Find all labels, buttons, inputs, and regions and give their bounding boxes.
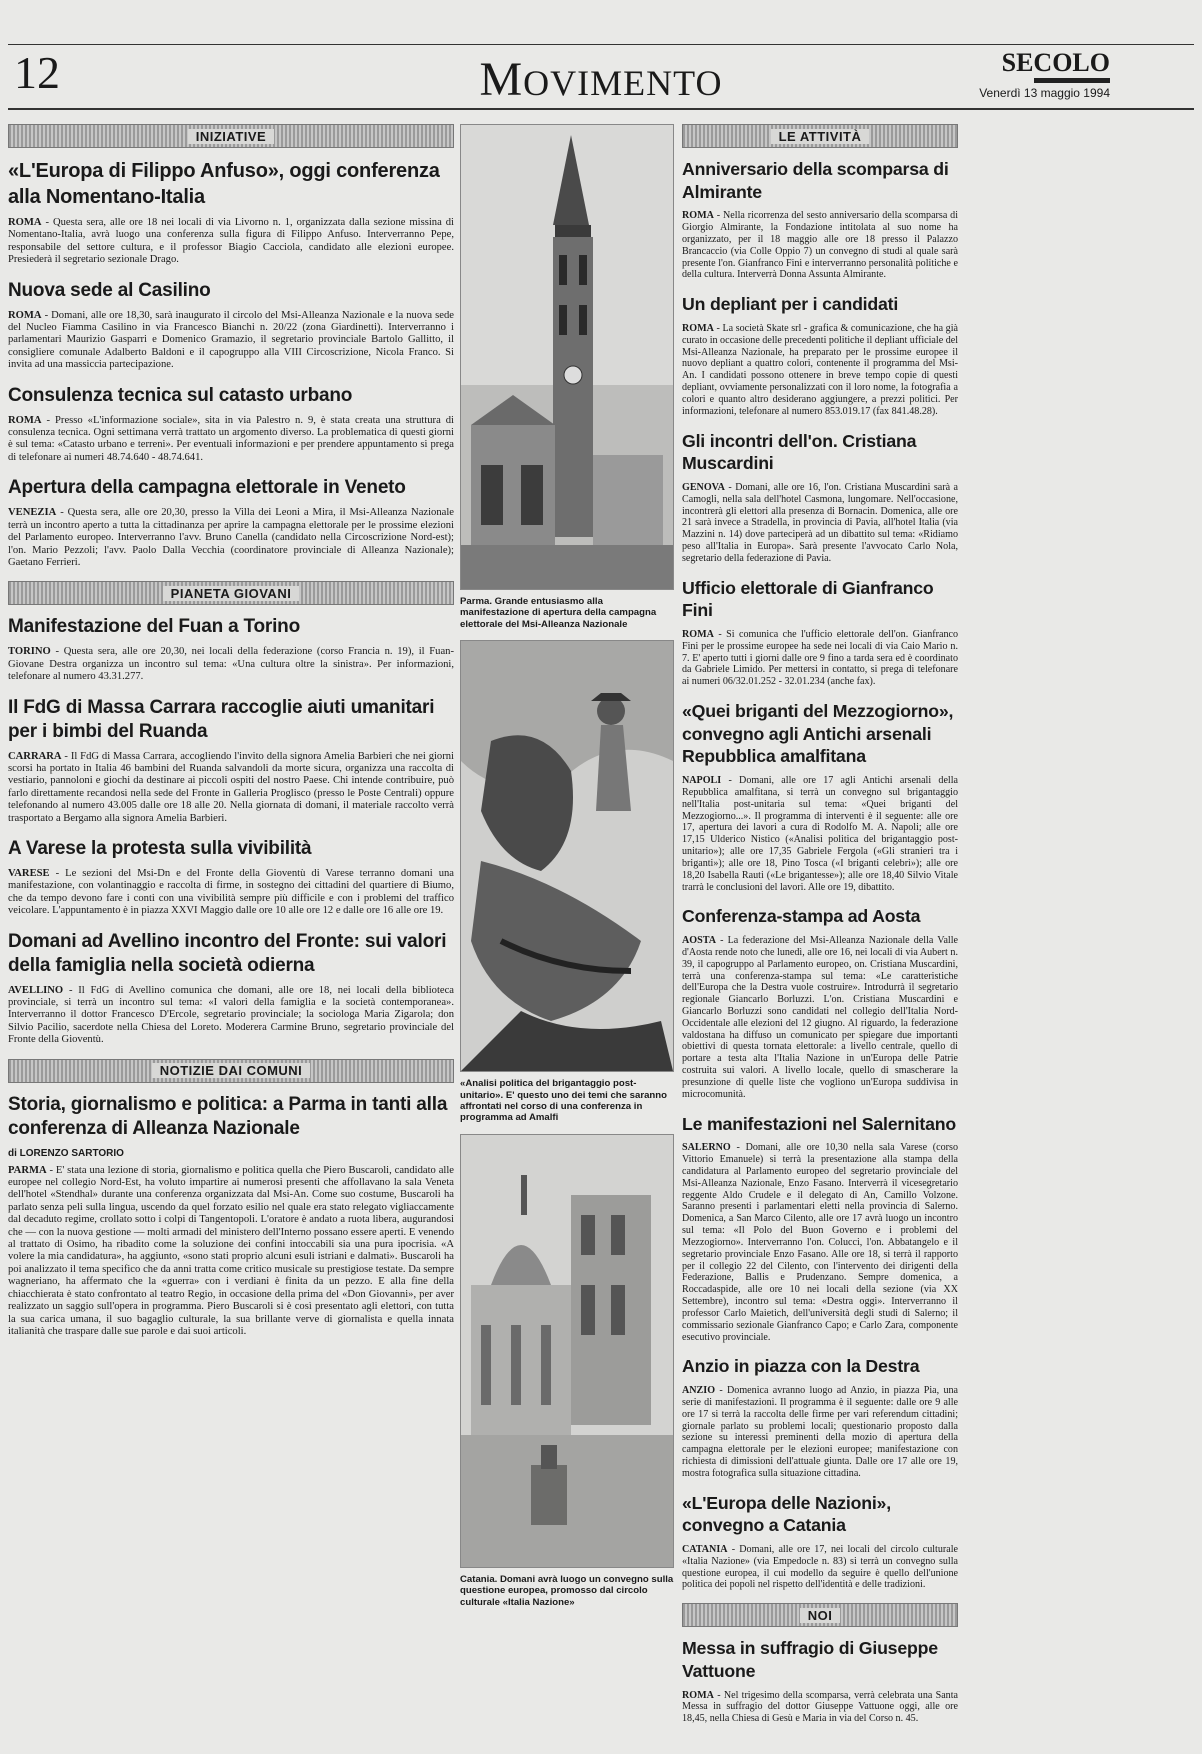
article-place: CARRARA	[8, 750, 62, 762]
article-place: NAPOLI	[682, 775, 722, 787]
page-number: 12	[14, 47, 60, 98]
section-title-cap: M	[479, 53, 524, 106]
article-place: AVELLINO	[8, 984, 64, 996]
article-title: «L'Europa di Filippo Anfuso», oggi conferenza alla Nomentano-Italia	[8, 160, 440, 208]
article	[8, 476, 454, 569]
article-body	[682, 482, 958, 565]
photo-caption: Parma. Grande entusiasmo alla manifestazione di apertura della campagna elettorale del Msi-Alleanza Nazionale	[460, 596, 657, 630]
article-place: ANZIO	[682, 1385, 716, 1397]
article-title: Consulenza tecnica sul catasto urbano	[8, 384, 353, 406]
article-body	[8, 507, 454, 569]
article	[682, 430, 958, 565]
article-title: Messa in suffragio di Giuseppe Vattuone	[682, 1638, 938, 1681]
article-text: - Si comunica che l'ufficio elettorale dell'on. Gianfranco Fini per le prossime europee ha sede nei locali di via Caio Mario n. 7. E' aperto tutti i giorni dalle ore 9 fino a tarda sera ed è coordinato da Gabriele Limido. Per mettersi in contatto, si prega di telefonare ai numeri 06/32.01.252 - 32.01.234 (anche fax).	[682, 628, 958, 688]
band-label: NOTIZIE DAI COMUNI	[152, 1063, 311, 1078]
photo-brigantaggio-image	[461, 641, 673, 1071]
article-title: Domani ad Avellino incontro del Fronte: sui valori della famiglia nella società odierna	[8, 930, 447, 976]
article-place: CATANIA	[682, 1543, 728, 1555]
article-body	[682, 1690, 958, 1725]
article-body	[682, 1385, 958, 1480]
article	[8, 930, 454, 1047]
article	[8, 279, 454, 372]
article-place: VARESE	[8, 867, 50, 879]
article-place: SALERNO	[682, 1142, 731, 1154]
article-body	[682, 323, 958, 418]
article	[682, 158, 958, 281]
article	[8, 158, 454, 267]
paper-name: SECOLO	[1001, 48, 1110, 77]
article-place: ROMA	[682, 322, 714, 334]
article-title: Apertura della campagna elettorale in Veneto	[8, 477, 406, 499]
article-body	[682, 775, 958, 893]
article-body	[8, 310, 454, 372]
article-text: - Domenica avranno luogo ad Anzio, in piazza Pia, una serie di manifestazioni. Il programma è il seguente: dalle ore 9 alle ore 17 si terrà la raccolta delle firme per vari referendum cittadini; giornale parlato su problemi locali; questionario proposto dalla sezione su interessi preminenti della mozio di apertura della campagna elettorale per le elezioni europee; manifestazione con richiesta di dimissioni dell'attuale giunta. Dalle ore 17 alle ore 19, mostra fotografica sulla situazione cittadina.	[682, 1385, 958, 1479]
article-text: - Nella ricorrenza del sesto anniversario della scomparsa di Giorgio Almirante, la Fondazione intitolata al suo nome ha organizzato, per il 18 maggio alle ore 18 presso il Palazzo Brancaccio (via Colle Oppio 7) un convegno di studi al quale sarà presente l'on. Gianfranco Fini e interverranno personalità politiche e della cultura. Interverrà Donna Assunta Almirante.	[682, 210, 958, 281]
article-byline: di LORENZO SARTORIO	[8, 1147, 124, 1159]
article	[8, 384, 454, 465]
article-text: - Nel trigesimo della scomparsa, verrà celebrata una Santa Messa in suffragio del dottor Giuseppe Vattuone oggi, alle ore 18,45, nella Chiesa di Gesù e Maria in via del Corso n. 45.	[682, 1689, 958, 1725]
section-title-rest: OVIMENTO	[523, 63, 723, 103]
band-label: LE ATTIVITÀ	[771, 129, 870, 144]
article	[8, 696, 454, 825]
article-title: Un depliant per i candidati	[682, 294, 899, 315]
article-text: - Domani, alle ore 16, l'on. Cristiana Muscardini sarà a Camogli, nella sala dell'hotel Casmona, lungomare. Nell'occasione, incontrerà gli elettori alla presenza di Bornacin. Domenica, alle ore 21 sarà invece a Stradella, in provincia di Pavia, all'hotel Italia (via Mazzini n. 14) dove parteciperà ad un dibattito sul tema: «Ridiamo peso all'Italia in Europa». Sarà presente l'avvocato Carlo Nola, segretario della federazione di Pavia.	[682, 481, 958, 564]
issue-date: Venerdì 13 maggio 1994	[979, 86, 1110, 100]
article-place: TORINO	[8, 646, 51, 658]
article-place: ROMA	[682, 210, 714, 222]
article-place: ROMA	[8, 414, 42, 426]
article-title: Il FdG di Massa Carrara raccoglie aiuti umanitari per i bimbi del Ruanda	[8, 696, 435, 742]
article-title: «L'Europa delle Nazioni», convegno a Catania	[682, 1492, 891, 1536]
right-column	[682, 124, 958, 1737]
article	[682, 1113, 958, 1344]
article-place: ROMA	[682, 628, 714, 640]
article	[682, 293, 958, 417]
band-pianeta-giovani	[8, 581, 454, 605]
article-title: Ufficio elettorale di Gianfranco Fini	[682, 577, 934, 621]
article-text: - Presso «L'informazione sociale», sita in via Palestro n. 9, è stata creata una struttura di consulenza tecnica. Ogni settimana verrà trattato un argomento diverso. La problematica di questi giorni è sul tema: «Catasto urbano e terreni». Per eventuali informazioni e per prendere appuntamento si prega di telefonare ai numeri 48.74.640 - 48.74.641.	[8, 414, 454, 463]
article-place: GENOVA	[682, 481, 725, 493]
article	[8, 837, 454, 918]
band-iniziative	[8, 124, 454, 148]
article-text: - Domani, alle ore 10,30 nella sala Varese (corso Vittorio Emanuele) si terrà la presentazione alla stampa della candidatura al Parlamento europeo del segretario provinciale del Msi-Alleanza Nazionale, Enzo Fasano. Interverrà il vicesegretario reggente Aldo Crudele e il delegato di An, Camillo Volzone. Saranno presenti i parlamentari eletti nella provincia di Salerno. Domenica, a San Marco Cilento, alle ore 17 avrà luogo un incontro sul tema: «Il Polo del Buon Governo e i problemi del Mezzogiorno». Interverranno l'on. Colucci, l'on. Abbatangelo e il segretario provinciale Enzo Fasano. Alle ore 18, si terrà il rapporto per il collegio 22 del Cilento, con l'intervento dei dirigenti della Federazione, Ballis e Prudenzano. Sempre domenica, a Roccadaspide, alle ore 10 nei locali della sezione (via XX Settembre), incontro sul tema: «Destra oggi». Interverranno il professor Carlo Maietich, dell'università degli studi di Salerno; il commissario sezionale Gianfranco Capo; e Carlo Zara, componente esecutivo provinciale.	[682, 1142, 958, 1343]
article-body	[682, 629, 958, 688]
band-label: INIZIATIVE	[188, 129, 274, 144]
article-title: Manifestazione del Fuan a Torino	[8, 616, 300, 638]
article-place: ROMA	[682, 1689, 714, 1701]
article-text: - E' stata una lezione di storia, giornalismo e politica quella che Piero Buscaroli, candidato alle europee nel collegio Nord-Est, ha voluto impartire ai numerosi presenti che affollavano la sala Veneta dell'hotel «Stendhal» durante una conferenza organizzata dal Msi-An. Come suo costume, Buscaroli ha parlato senza peli sulla lingua, uscendo da quel forzato esilio nel quale era stato relegato vigliaccamente dal decaduto regime, crollato sotto i colpi di Tangentopoli. L'oratore è andato a ruota libera, augurandosi che — con la nuova gestione — molti armadi del ministero dell'Interno possano essere aperti. E venendo al trattato di Osimo, ha ribadito come la soluzione dei confini intoccabili sia una pura ipocrisia. «A volere la mia candidatura», ha aggiunto, «sono stati proprio alcuni esuli istriani e dalmati». Buscaroli ha poi analizzato il tema specifico che da anni tratta come critico musicale su prestigiose testate. Da sempre wagneriano, ha affermato che la «guerra» con i verdiani è finita da un pezzo. E alla fine della chiacchierata è stato confrontato al teatro Regio, in occasione della prima del «Don Giovanni», per aver realizzato un saggio sull'opera in programma. Piero Buscaroli si è così presentato agli elettori, con tutta la sua carica umana, il suo bagaglio culturale, la sua brillante verve di giornalista e quella innata italianità che traspare dalle sue parole e dai suoi articoli.	[8, 1164, 454, 1337]
band-attivita	[682, 124, 958, 148]
article-body	[8, 751, 454, 825]
band-noi	[682, 1603, 958, 1627]
article-title: Gli incontri dell'on. Cristiana Muscardini	[682, 430, 917, 474]
article-title: Conferenza-stampa ad Aosta	[682, 906, 921, 927]
article-title: Nuova sede al Casilino	[8, 279, 211, 301]
article-title: A Varese la protesta sulla vivibilità	[8, 837, 312, 859]
article-text: - Domani, alle ore 17, nei locali del circolo culturale «Italia Nazione» (via Empedocle n. 83) si terrà un convegno sulla questione europea, il cui modello da seguire è quello dell'unione politica dei popoli nel rispetto dell'identità e delle tradizioni.	[682, 1543, 958, 1591]
article-place: ROMA	[8, 217, 42, 228]
article-text: - Domani, alle ore 18,30, sarà inaugurato il circolo del Msi-Alleanza Nazionale e la nuova sede del Nucleo Fiamma Casilino in via Francesco Bianchi n. 20/22 (zona Giardinetti). Interverranno i parlamentari Maurizio Gasparri e Domenico Gramazio, il segretario provinciale Bartolo Gallitto, il consigliere comunale Adalberto Baldoni e il capogruppo alla VIII Circoscrizione, Nicola Franco. Si invita ad una massiccia partecipazione.	[8, 309, 454, 371]
article-title: Anzio in piazza con la Destra	[682, 1356, 920, 1377]
article-body	[8, 217, 454, 267]
header-bottom-rule	[8, 108, 1194, 110]
band-label: PIANETA GIOVANI	[163, 586, 300, 601]
photo-column	[460, 124, 674, 1618]
article-text: - Domani, alle ore 17 agli Antichi arsenali della Repubblica amalfitana, si terrà un convegno sul brigantaggio nell'Italia post-unitaria sul tema: «Quei briganti del Mezzogiorno...». Il programma di interventi è il seguente: alle ore 17, apertura dei lavori a cura di Rodolfo M. A. Napoli; alle ore 17,15 Ulderico Nistico («Analisi politica del brigantaggio post-unitario»); alle ore 17,35 Gabriele Fergola («Gli stranieri tra i briganti»); alle ore 18, Pino Tosca («I briganti celebri»); alle ore 18,20 Isabella Rauti («Le brigantesse»); alle ore 18,40 Silvio Vitale trarrà le conclusioni del lavori. Alle ore 19, dibattito.	[682, 775, 958, 893]
article	[682, 1355, 958, 1479]
article-body	[8, 415, 454, 465]
photo-caption: Catania. Domani avrà luogo un convegno sulla questione europea, promosso dal circolo culturale «Italia Nazione»	[460, 1573, 674, 1608]
article-body	[8, 1165, 454, 1339]
article	[8, 615, 454, 683]
article-title: Anniversario della scomparsa di Almirante	[682, 159, 949, 202]
article-title: «Quei briganti del Mezzogiorno», convegno agli Antichi arsenali Repubblica amalfitana	[682, 701, 954, 767]
article-place: PARMA	[8, 1164, 47, 1176]
article-place: VENEZIA	[8, 507, 57, 519]
article-place: ROMA	[8, 309, 42, 321]
article-text: - Questa sera, alle ore 18 nei locali di via Livorno n. 1, organizzata dalla sezione missina di Nomentano-Italia, avrà luogo una conferenza sulla figura di Filippo Anfuso. Interverranno Pepe, responsabile del settore cultura, e il professor Biagio Cacciola, candidato alle elezioni europee. Presiederà il segretario sezionale Drago.	[8, 217, 454, 266]
paper-name-bar	[1034, 78, 1110, 83]
photo-catania-image	[461, 1135, 673, 1567]
header-top-rule	[8, 44, 1194, 45]
article	[682, 905, 958, 1100]
article-place: AOSTA	[682, 935, 716, 947]
article-text: - Il FdG di Massa Carrara, accogliendo l'invito della signora Amelia Barbieri che nei giorni scorsi ha portato in Italia 46 bambini del Ruanda salvandoli da morte sicura, organizza una raccolta di vestiario, pannoloni e giochi da destinare ai piccoli ospiti del nostro Paese. Chi intende contribuire, può farlo direttamente recandosi nella sede del Fronte in Galleria Proglisco (presso le Poste Centrali) oppure telefonando al numero 43.005 dalle ore 18 alle 20. Nella giornata di domani, il materiale raccolto verrà trasportato a Bergamo alla signora Amelia Barbieri.	[8, 750, 454, 824]
article	[682, 1492, 958, 1592]
article-text: - La società Skate srl - grafica & comunicazione, che ha già curato in occasione delle precedenti politiche il depliant ufficiale del Msi-Alleanza Nazionale, ha preparato per le prossime europee il nuovo depliant a quattro colori, contenente il programma del Msi-An. I candidati possono ottenere in breve tempo copie di questi depliant, ovviamente personalizzati con il loro nome, la fotografia a colori e quanto altro desiderano aggiungere, a prezzi politici. Per informazioni, telefonare al numero 853.019.17 (fax 841.48.28).	[682, 322, 959, 417]
article-body	[8, 868, 454, 918]
article-body	[682, 1142, 958, 1343]
article-text: - Questa sera, alle ore 20,30, presso la Villa dei Leoni a Mira, il Msi-Alleanza Nazionale terrà un incontro aperto a tutta la cittadinanza per aprire la campagna elettorale per le prossime elezioni del Parlamento europeo. Interverranno l'avv. Bruno Canella (candidato nella Circoscrizione Nord-est); l'on. Mario Pezzoli; l'avv. Paolo Dalla Vecchia (coordinatore provinciale di Alleanza Nazionale); Gaetano Ferrieri.	[8, 507, 454, 568]
article-body	[8, 985, 454, 1047]
article-body	[682, 935, 958, 1101]
article-body	[8, 646, 454, 683]
photo-parma-tower	[460, 124, 674, 590]
left-column	[8, 124, 454, 1350]
article-text: - La federazione del Msi-Alleanza Nazionale della Valle d'Aosta rende noto che lunedì, alle ore 16, nei locali di via Aubert n. 39, il capogruppo al Parlamento europeo, on. Cristiana Muscardini, terrà una conferenza-stampa sul tema: «Le caratteristiche dell'Europa che la Destra vuole costruire». Introdurrà il segretario regionale Giancarlo Borluzzi. L'on. Cristiana Muscardini e Giancarlo Borluzzi sono candidati nel collegio dell'Italia Nord-Occidentale alle elezioni del 12 giugno. Al riguardo, la federazione valdostana ha diffuso un comunicato per spiegare due importanti obiettivi di questa tornata elettorale: a livello centrale, quello di portare a testa alta l'Italia Nazione in un'Europa delle Patrie costruita sui valori. A livello locale, quello di smascherare la presunzione di quelle liste che vogliono un'Europa suddivisa in microcomunità.	[682, 935, 958, 1100]
article-title: Storia, giornalismo e politica: a Parma in tanti alla conferenza di Alleanza Nazionale	[8, 1093, 448, 1139]
photo-parma-image	[461, 125, 673, 589]
article	[682, 577, 958, 688]
band-label: NOI	[800, 1608, 841, 1623]
band-notizie-comuni	[8, 1059, 454, 1083]
article-text: - Il FdG di Avellino comunica che domani, alle ore 18, nei locali della biblioteca provinciale, si terrà un incontro sul tema: «I valori della famiglia e la società contemporanea». Interverranno il dottor Francesco D'Ercole, segretario provinciale; la sociologa Maria Zigarola; don Silvio Pacilio, sacerdote nella Chiesa del Loreto. Moderera Carmine Bruno, segretario provinciale del Fronte della Gioventù.	[8, 984, 454, 1046]
article-text: - Le sezioni del Msi-Dn e del Fronte della Gioventù di Varese terranno domani una manifestazione, con volantinaggio e raccolta di firme, in sostegno dei cittadini del quartiere di Biumo, che da tempo devono fare i conti con una vivibilità sempre più difficile e con i problemi del traffico veicolare. L'appuntamento è in piazza XXVI Maggio dalle ore 10 alle ore 12 e dalle ore 16 alle ore 19.	[8, 867, 454, 917]
article-body	[682, 1544, 958, 1591]
article	[682, 1637, 958, 1725]
article-title: Le manifestazioni nel Salernitano	[682, 1113, 957, 1134]
article	[8, 1093, 454, 1339]
photo-brigantaggio	[460, 640, 674, 1072]
photo-caption: «Analisi politica del brigantaggio post-unitario». E' questo uno dei temi che saranno affrontati nel corso di una conferenza in programma ad Amalfi	[460, 1078, 667, 1124]
photo-catania	[460, 1134, 674, 1568]
article	[682, 700, 958, 893]
article-text: - Questa sera, alle ore 20,30, nei locali della federazione (corso Francia n. 19), il Fuan-Giovane Destra organizza un incontro sul tema: «Una cultura oltre la sinistra». Per informazioni, telefonare al numero 43.31.277.	[8, 646, 454, 683]
article-body	[682, 210, 958, 281]
